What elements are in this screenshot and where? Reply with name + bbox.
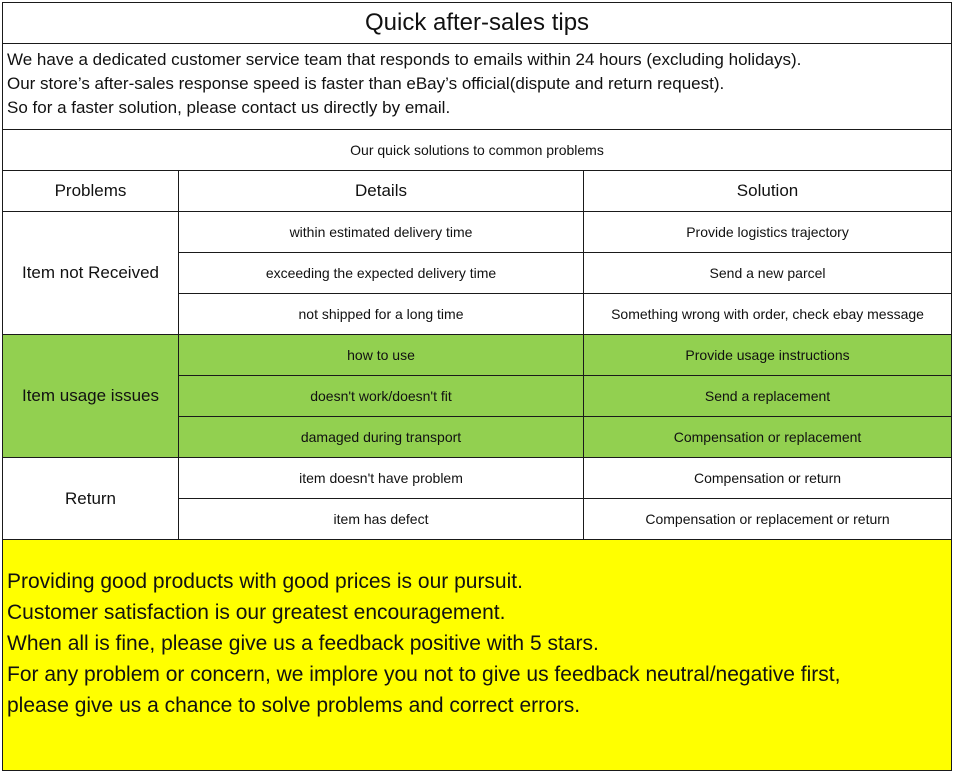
problem-cell: Return bbox=[3, 458, 179, 540]
footer-message bbox=[3, 540, 952, 771]
table-row bbox=[3, 212, 952, 253]
problem-cell: Item not Received bbox=[3, 212, 179, 335]
detail-cell: not shipped for a long time bbox=[179, 294, 584, 335]
detail-cell: exceeding the expected delivery time bbox=[179, 253, 584, 294]
table-subheading: Our quick solutions to common problems bbox=[3, 130, 952, 171]
header-solution: Solution bbox=[584, 171, 952, 212]
table-row bbox=[3, 335, 952, 376]
header-details: Details bbox=[179, 171, 584, 212]
intro-line-2: Our store’s after-sales response speed is faster than eBay’s official(dispute and return request). bbox=[7, 74, 725, 93]
solution-cell: Send a replacement bbox=[584, 376, 952, 417]
solution-cell: Send a new parcel bbox=[584, 253, 952, 294]
detail-cell: how to use bbox=[179, 335, 584, 376]
detail-cell: item has defect bbox=[179, 499, 584, 540]
solution-cell: Compensation or return bbox=[584, 458, 952, 499]
solution-cell: Provide logistics trajectory bbox=[584, 212, 952, 253]
intro-text bbox=[3, 44, 952, 130]
intro-line-1: We have a dedicated customer service team that responds to emails within 24 hours (excluding holidays). bbox=[7, 50, 802, 69]
footer-line-3: When all is fine, please give us a feedback positive with 5 stars. bbox=[7, 632, 599, 655]
detail-cell: doesn't work/doesn't fit bbox=[179, 376, 584, 417]
after-sales-sheet bbox=[2, 2, 951, 741]
intro-line-3: So for a faster solution, please contact us directly by email. bbox=[7, 98, 451, 117]
header-problems: Problems bbox=[3, 171, 179, 212]
solution-cell: Provide usage instructions bbox=[584, 335, 952, 376]
detail-cell: item doesn't have problem bbox=[179, 458, 584, 499]
solution-cell: Compensation or replacement or return bbox=[584, 499, 952, 540]
footer-line-5: please give us a chance to solve problems and correct errors. bbox=[7, 694, 581, 717]
table-row bbox=[3, 458, 952, 499]
footer-line-4: For any problem or concern, we implore you not to give us feedback neutral/negative first, bbox=[7, 663, 841, 686]
detail-cell: damaged during transport bbox=[179, 417, 584, 458]
page-title: Quick after-sales tips bbox=[3, 3, 952, 44]
solution-cell: Something wrong with order, check ebay message bbox=[584, 294, 952, 335]
footer-line-1: Providing good products with good prices is our pursuit. bbox=[7, 570, 523, 593]
footer-line-2: Customer satisfaction is our greatest encouragement. bbox=[7, 601, 506, 624]
solution-cell: Compensation or replacement bbox=[584, 417, 952, 458]
problem-cell: Item usage issues bbox=[3, 335, 179, 458]
detail-cell: within estimated delivery time bbox=[179, 212, 584, 253]
table-header-row bbox=[3, 171, 952, 212]
after-sales-table bbox=[2, 2, 952, 771]
